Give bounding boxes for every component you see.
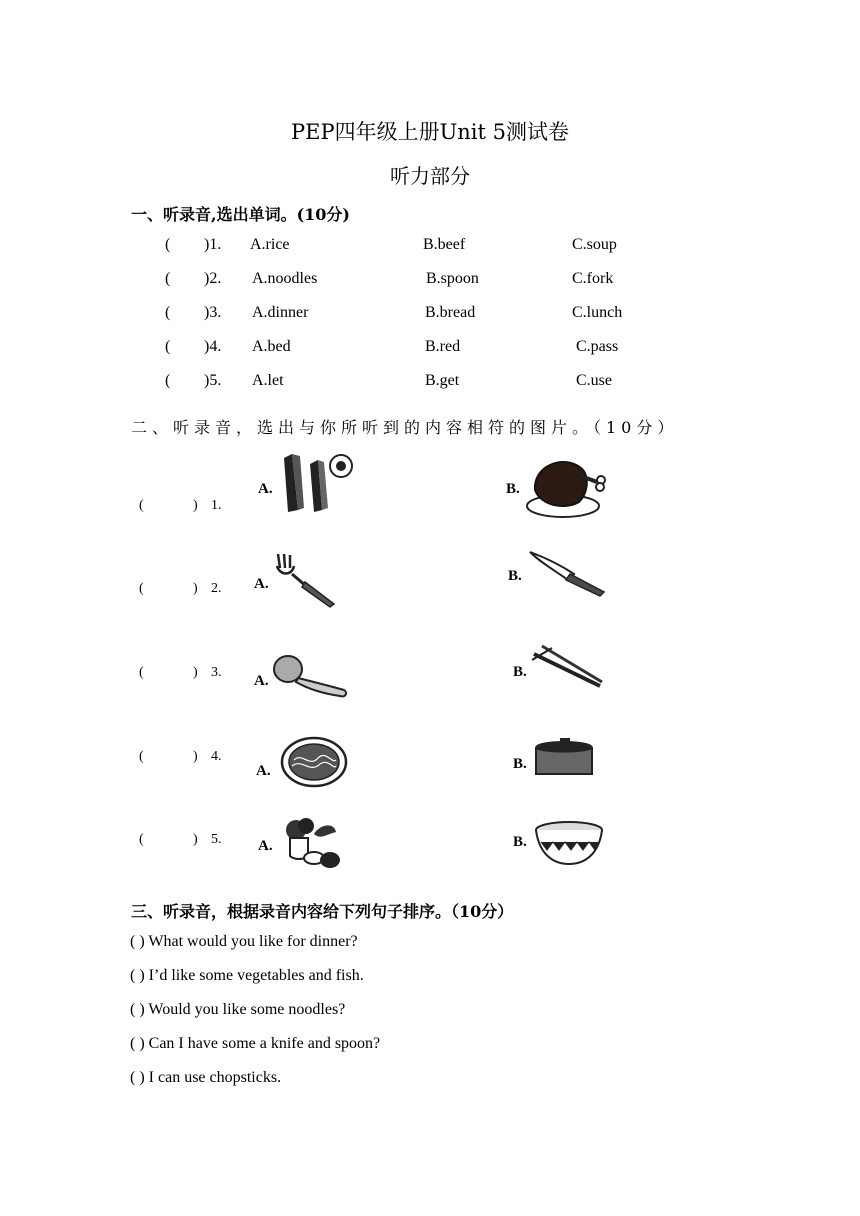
option-b: B.beef	[423, 236, 466, 253]
answer-paren-close: )	[193, 749, 198, 764]
option-a-label: A.	[256, 763, 271, 779]
option-c: C.use	[576, 372, 612, 389]
option-c: C.lunch	[572, 304, 623, 321]
option-b: B.get	[425, 372, 460, 389]
question-number: )1.	[204, 236, 222, 253]
option-a: A.let	[252, 372, 284, 389]
answer-paren[interactable]: (	[165, 304, 171, 321]
option-a: A.rice	[250, 236, 290, 253]
option-b: B.spoon	[426, 270, 479, 287]
section1-heading: 一、听录音,选出单词。(10分)	[131, 205, 350, 224]
answer-paren[interactable]: (	[165, 338, 171, 355]
question-number: 1.	[211, 498, 222, 513]
option-a: A.dinner	[252, 304, 309, 321]
answer-paren-open[interactable]: (	[139, 665, 144, 680]
answer-paren-open[interactable]: (	[139, 749, 144, 764]
option-b-label: B.	[513, 664, 527, 680]
answer-paren-close: )	[193, 832, 198, 847]
answer-paren-open[interactable]: (	[139, 581, 144, 596]
list-item[interactable]: ( ) What would you like for dinner?	[130, 933, 358, 950]
section-subtitle: 听力部分	[390, 164, 470, 188]
option-b-label: B.	[508, 568, 522, 584]
option-b-label: B.	[513, 756, 527, 772]
spoon-icon	[270, 652, 350, 700]
list-item[interactable]: ( ) I’d like some vegetables and fish.	[130, 967, 364, 984]
question-number: )3.	[204, 304, 222, 321]
section2-heading: 二、听录音，选出与你所听到的内容相符的图片。（10分）	[131, 418, 679, 437]
option-b: B.bread	[425, 304, 476, 321]
option-a-label: A.	[254, 673, 269, 689]
chopsticks-icon	[530, 640, 606, 692]
list-item[interactable]: ( ) Can I have some a knife and spoon?	[130, 1035, 381, 1052]
option-c: C.pass	[576, 338, 619, 355]
question-number: )4.	[204, 338, 222, 355]
answer-paren-open[interactable]: (	[139, 498, 144, 513]
option-b-label: B.	[506, 481, 520, 497]
answer-paren[interactable]: (	[165, 372, 171, 389]
answer-paren-open[interactable]: (	[139, 832, 144, 847]
list-item[interactable]: ( ) I can use chopsticks.	[130, 1069, 282, 1086]
question-number: 4.	[211, 749, 222, 764]
fork-icon	[272, 552, 342, 608]
question-number: )5.	[204, 372, 222, 389]
list-item[interactable]: ( ) Would you like some noodles?	[130, 1001, 346, 1018]
option-a-label: A.	[258, 838, 273, 854]
chopsticks-bowl-icon	[278, 450, 358, 518]
question-number: 3.	[211, 665, 222, 680]
option-b-label: B.	[513, 834, 527, 850]
option-a: A.bed	[252, 338, 291, 355]
answer-paren[interactable]: (	[165, 270, 171, 287]
answer-paren-close: )	[193, 581, 198, 596]
question-number: )2.	[204, 270, 222, 287]
soup-bowl-icon	[533, 820, 605, 868]
option-b: B.red	[425, 338, 461, 355]
bread-icon	[532, 736, 596, 780]
roast-chicken-icon	[523, 452, 609, 520]
question-number: 5.	[211, 832, 222, 847]
option-c: C.soup	[572, 236, 617, 253]
vegetables-icon	[280, 816, 344, 872]
page-title: PEP四年级上册Unit 5测试卷	[290, 120, 569, 144]
section3-heading: 三、听录音，根据录音内容给下列句子排序。（10分）	[131, 902, 514, 921]
answer-paren-close: )	[193, 498, 198, 513]
knife-icon	[528, 548, 608, 598]
option-a: A.noodles	[252, 270, 318, 287]
option-a-label: A.	[258, 481, 273, 497]
question-number: 2.	[211, 581, 222, 596]
answer-paren[interactable]: (	[165, 236, 171, 253]
answer-paren-close: )	[193, 665, 198, 680]
option-a-label: A.	[254, 576, 269, 592]
noodles-bowl-icon	[280, 736, 348, 792]
option-c: C.fork	[572, 270, 614, 287]
